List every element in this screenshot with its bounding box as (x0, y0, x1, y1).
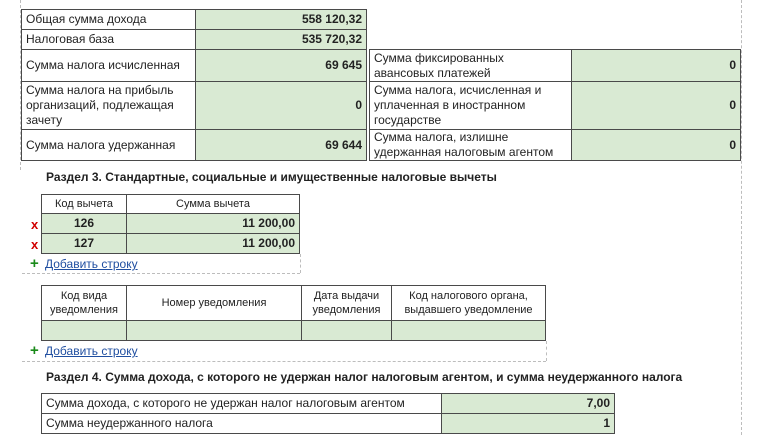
section3-title: Раздел 3. Стандартные, социальные и имущественные налоговые вычеты (46, 170, 497, 184)
add-notification-plus-icon[interactable]: + (30, 342, 39, 359)
profit-tax-label: Сумма налога на прибыль организаций, подлежащая зачету (21, 81, 196, 130)
deduction-code-header: Код вычета (41, 194, 127, 214)
foreign-tax-label: Сумма налога, исчисленная и уплаченная в иностранном государстве (369, 81, 572, 130)
untaxed-income-label: Сумма дохода, с которого не удержан налог налоговым агентом (41, 393, 442, 414)
notification-number-header: Номер уведомления (126, 285, 302, 321)
tax-withheld-value: 69 644 (195, 129, 367, 161)
fixed-advance-value: 0 (571, 49, 741, 82)
notification-authority-input[interactable] (391, 320, 546, 341)
deduction-amount-cell-1[interactable]: 11 200,00 (126, 213, 300, 234)
unwithheld-tax-value: 1 (441, 413, 615, 434)
deduction-code-cell-2[interactable]: 127 (41, 233, 127, 254)
notification-type-header: Код вида уведомления (41, 285, 127, 321)
tax-calculated-label: Сумма налога исчисленная (21, 49, 196, 82)
tax-base-value: 535 720,32 (195, 29, 367, 50)
tax-overwithheld-value: 0 (571, 129, 741, 161)
total-income-value: 558 120,32 (195, 9, 367, 30)
tax-calculated-value: 69 645 (195, 49, 367, 82)
untaxed-income-value: 7,00 (441, 393, 615, 414)
delete-row-1-icon[interactable]: x (31, 217, 39, 232)
delete-row-2-icon[interactable]: x (31, 237, 39, 252)
section3-dashed-line (22, 273, 300, 274)
notification-authority-header: Код налогового органа, выдавшего уведомление (391, 285, 546, 321)
notifications-dashed-right (546, 341, 547, 361)
tax-overwithheld-label: Сумма налога, излишне удержанная налоговым агентом (369, 129, 572, 161)
deduction-code-cell-1[interactable]: 126 (41, 213, 127, 234)
deduction-amount-cell-2[interactable]: 11 200,00 (126, 233, 300, 254)
deduction-amount-header: Сумма вычета (126, 194, 300, 214)
notification-type-input[interactable] (41, 320, 127, 341)
foreign-tax-value: 0 (571, 81, 741, 130)
tax-withheld-label: Сумма налога удержанная (21, 129, 196, 161)
add-notification-row-link[interactable]: Добавить строку (45, 344, 138, 358)
total-income-label: Общая сумма дохода (21, 9, 196, 30)
notification-date-input[interactable] (301, 320, 392, 341)
notification-number-input[interactable] (126, 320, 302, 341)
section3-dashed-right (300, 254, 301, 273)
notification-date-header: Дата выдачи уведомления (301, 285, 392, 321)
add-deduction-plus-icon[interactable]: + (30, 255, 39, 272)
tax-base-label: Налоговая база (21, 29, 196, 50)
notifications-dashed-line (22, 361, 546, 362)
profit-tax-value: 0 (195, 81, 367, 130)
fixed-advance-label: Сумма фиксированных авансовых платежей (369, 49, 572, 82)
unwithheld-tax-label: Сумма неудержанного налога (41, 413, 442, 434)
form-frame-right (741, 0, 742, 435)
add-deduction-row-link[interactable]: Добавить строку (45, 257, 138, 271)
section4-title: Раздел 4. Сумма дохода, с которого не удержан налог налоговым агентом, и сумма неудержанного налога (46, 370, 683, 384)
